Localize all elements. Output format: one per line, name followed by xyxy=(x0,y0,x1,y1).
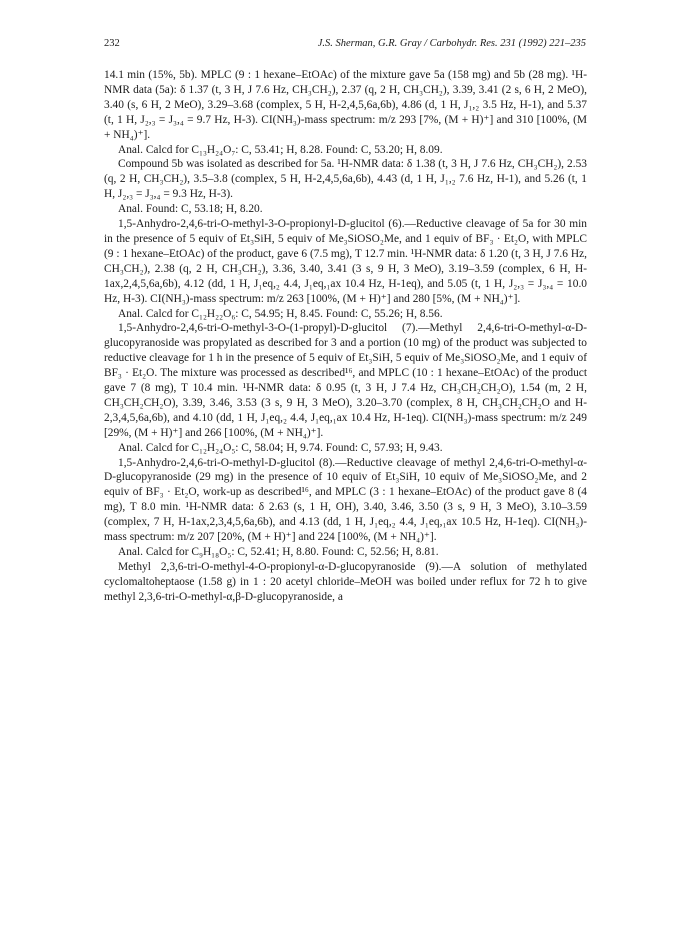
paragraph-compound-6: 1,5-Anhydro-2,4,6-tri-O-methyl-3-O-propionyl-D-glucitol (6).—Reductive cleavage of 5a for 30 min in the presence of 5 equiv of Et₃SiH, 5 equiv of Me₃SiOSO₂Me, and 1 equiv of BF₃ · Et₂O, with MPLC (9 : 1 hexane–EtOAc) of the product, gave 6 (7.5 mg), T 12.7 min. ¹H-NMR data: δ 1.20 (t, 3 H, J 7.6 Hz, CH₃CH₂), 2.38 (q, 2 H, CH₃CH₂), 3.36, 3.40, 3.41 (3 s, 9 H, 3 MeO), 3.19–3.59 (complex, 6 H, H-1ax,2,4,5,6a,6b), 4.12 (dd, 1 H, J₁eq,₂ 4.4, J₁eq,₁ax 10.4 Hz, H-1eq), and 5.05 (t, 1 H, J₂,₃ = J₃,₄ = 10.0 Hz, H-3). CI(NH₃)-mass spectrum: m/z 263 [100%, (M + H)⁺] and 280 [5%, (M + NH₄)⁺]. xyxy=(104,218,587,305)
paragraph-8-anal: Anal. Calcd for C₉H₁₈O₅: C, 52.41; H, 8.80. Found: C, 52.56; H, 8.81. xyxy=(118,546,439,558)
paragraph-compound-9: Methyl 2,3,6-tri-O-methyl-4-O-propionyl-α-D-glucopyranoside (9).—A solution of methylated cyclomaltoheptaose (1.58 g) in 1 : 20 acetyl chloride–MeOH was boiled under reflux for 72 h to give methyl 2,3,6-tri-O-methyl-α,β-D-glucopyranoside, a xyxy=(104,560,587,603)
running-head: J.S. Sherman, G.R. Gray / Carbohydr. Res. 231 (1992) 221–235 xyxy=(317,38,586,49)
paragraph-7-anal: Anal. Calcd for C₁₂H₂₄O₅: C, 58.04; H, 9.74. Found: C, 57.93; H, 9.43. xyxy=(118,441,443,454)
paragraph-5b-anal: Anal. Found: C, 53.18; H, 8.20. xyxy=(118,203,263,216)
paragraph-5a-anal: Anal. Calcd for C₁₃H₂₄O₇: C, 53.41; H, 8.28. Found: C, 53.20; H, 8.09. xyxy=(118,143,443,156)
paragraph-6-anal: Anal. Calcd for C₁₂H₂₂O₆: C, 54.95; H, 8.45. Found: C, 55.26; H, 8.56. xyxy=(118,307,443,320)
paragraph-5b-data: Compound 5b was isolated as described for 5a. ¹H-NMR data: δ 1.38 (t, 3 H, J 7.6 Hz, CH₃CH₂), 2.53 (q, 2 H, CH₃CH₂), 3.5–3.8 (complex, 5 H, H-2,4,5,6a,6b), 4.43 (d, 1 H, J₁,₂ 7.6 Hz, H-1), and 5.26 (t, 1 H, J₂,₃ = J₃,₄ = 9.3 Hz, H-3). xyxy=(104,158,587,201)
article-body xyxy=(104,68,587,605)
paragraph-5a-data: 14.1 min (15%, 5b). MPLC (9 : 1 hexane–EtOAc) of the mixture gave 5a (158 mg) and 5b (28 mg). ¹H-NMR data (5a): δ 1.37 (t, 3 H, J 7.6 Hz, CH₃CH₂), 2.37 (q, 2 H, CH₃CH₂), 3.39, 3.41 (2 s, 6 H, 2 MeO), 3.40 (s, 6 H, 2 MeO), 3.29–3.68 (complex, 5 H, H-2,4,5,6a,6b), 4.86 (d, 1 H, J₁,₂ 3.5 Hz, H-1), and 5.37 (t, 1 H, J₂,₃ = J₃,₄ = 9.7 Hz, H-3). CI(NH₃)-mass spectrum: m/z 293 [7%, (M + H)⁺] and 310 [100%, (M + NH₄)⁺]. xyxy=(104,69,587,141)
page-header xyxy=(104,38,586,54)
paragraph-compound-7: 1,5-Anhydro-2,4,6-tri-O-methyl-3-O-(1-propyl)-D-glucitol (7).—Methyl 2,4,6-tri-O-methyl-α-D-glucopyranoside was propylated as described for 3 and a portion (10 mg) of the product was subjected to reductive cleavage for 1 h in the presence of 5 equiv of Et₃SiH, 5 equiv of Me₃SiOSO₂Me, and 1 equiv of BF₃ · Et₂O. The mixture was processed as described¹⁶, and MPLC (10 : 1 hexane–EtOAc) of the product gave 7 (8 mg), T 10.4 min. ¹H-NMR data: δ 0.95 (t, 3 H, J 7.4 Hz, CH₃CH₂CH₂O), 1.54 (m, 2 H, CH₃CH₂CH₂O), 3.39, 3.46, 3.53 (3 s, 9 H, 3 MeO), 3.20–3.70 (complex, 8 H, CH₃CH₂CH₂O and H-2,3,4,5,6a,6b), and 4.10 (dd, 1 H, J₁eq,₂ 4.4, J₁eq,₁ax 10.4 Hz, H-1eq). CI(NH₃)-mass spectrum: m/z 249 [29%, (M + H)⁺] and 266 [100%, (M + NH₄)⁺]. xyxy=(104,322,587,439)
paragraph-compound-8: 1,5-Anhydro-2,4,6-tri-O-methyl-D-glucitol (8).—Reductive cleavage of methyl 2,4,6-tri-O-methyl-α-D-glucopyranoside (29 mg) in the presence of 10 equiv of Et₃SiH, 10 equiv of Me₃SiOSO₂Me, and 2 equiv of BF₃ · Et₂O, work-up as described¹⁶, and MPLC (3 : 1 hexane–EtOAc) of the product gave 8 (4 mg), T 8.0 min. ¹H-NMR data: δ 2.63 (s, 1 H, OH), 3.40, 3.46, 3.50 (3 s, 9 H, 3 MeO), 3.10–3.59 (complex, 7 H, H-1ax,2,3,4,5,6a,6b), and 4.13 (dd, 1 H, J₁eq,₂ 4.4, J₁eq,₁ax 10.5 Hz, H-1eq). CI(NH₃)-mass spectrum: m/z 207 [20%, (M + H)⁺] and 224 [100%, (M + NH₄)⁺]. xyxy=(104,456,587,544)
page-number: 232 xyxy=(104,38,120,49)
